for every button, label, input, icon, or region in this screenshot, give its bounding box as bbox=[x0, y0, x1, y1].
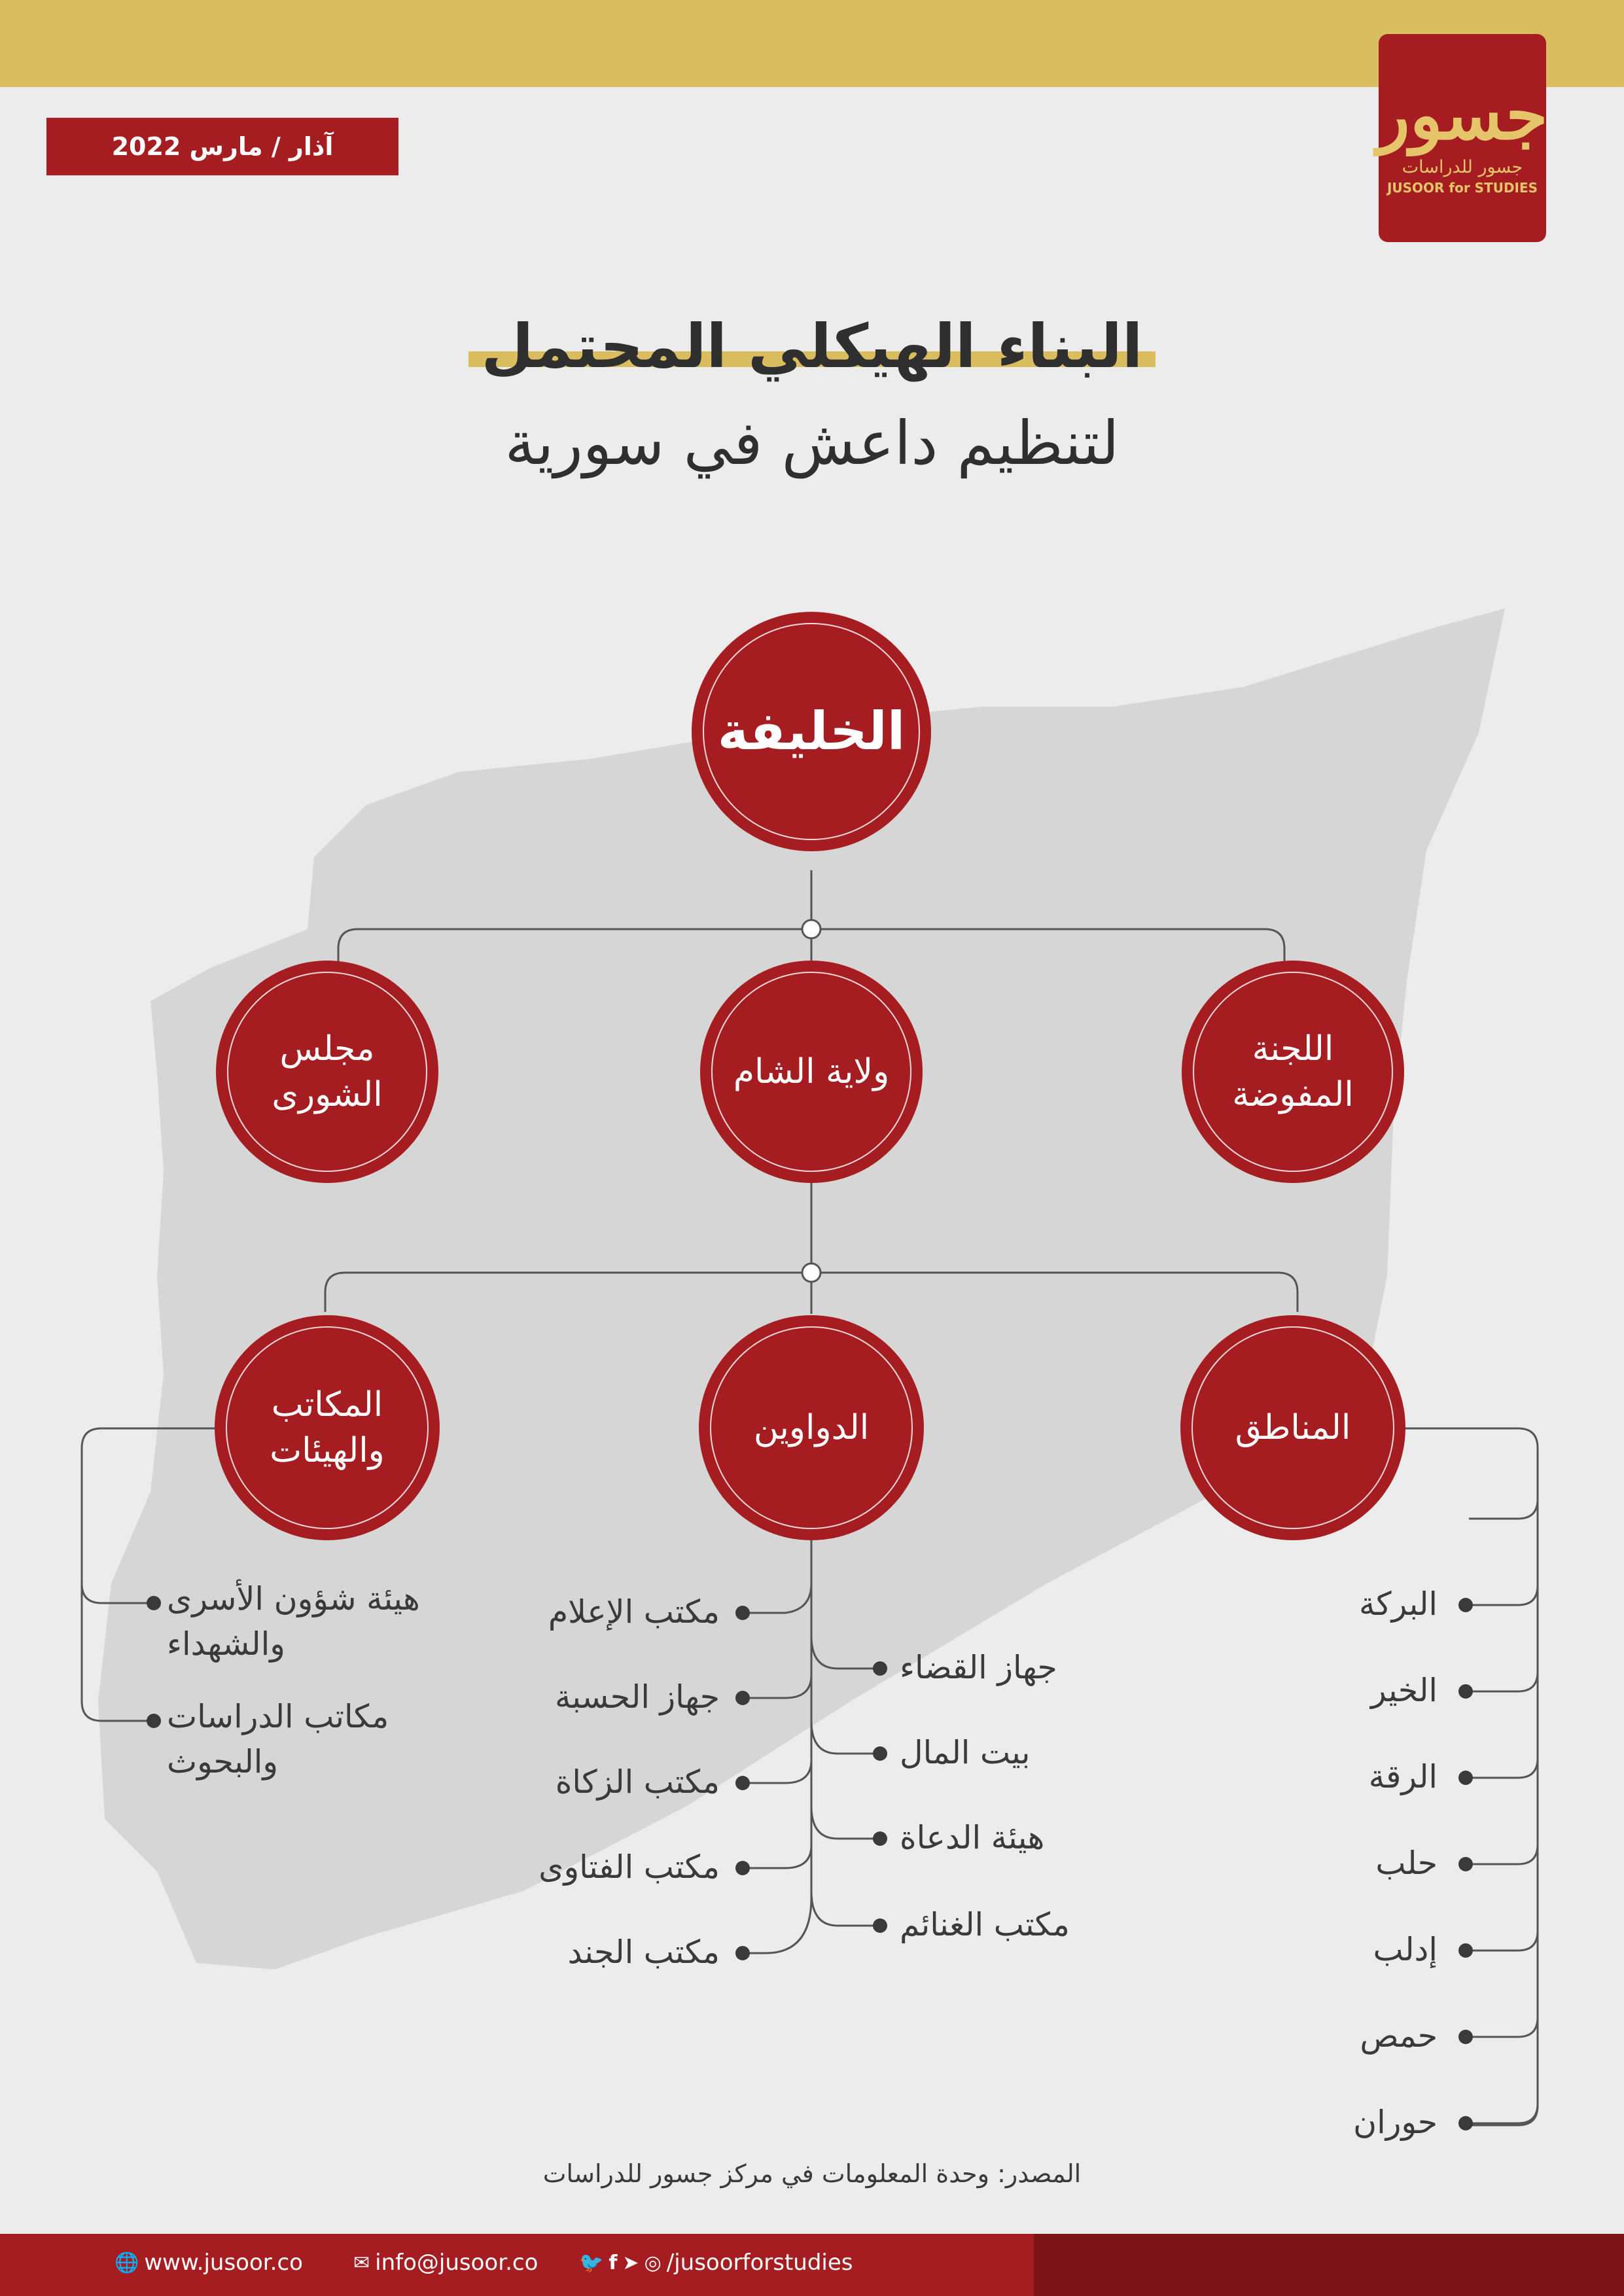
diwan-item: جهاز القضاء bbox=[900, 1649, 1057, 1686]
diwan-item: هيئة الدعاة bbox=[900, 1819, 1045, 1856]
region-item: الرقة bbox=[1368, 1758, 1438, 1795]
source-note: المصدر: وحدة المعلومات في مركز جسور للدراسات bbox=[542, 2159, 1082, 2188]
date-badge: آذار / مارس 2022 bbox=[46, 118, 398, 175]
footer-social-text: /jusoorforstudies bbox=[666, 2250, 853, 2276]
region-item: حلب bbox=[1375, 1845, 1438, 1882]
diwan-item: مكتب الإعلام bbox=[548, 1593, 720, 1631]
mail-icon: ✉ bbox=[353, 2251, 370, 2274]
node-offices-bodies: المكاتب والهيئات bbox=[270, 1385, 385, 1470]
diwan-item: مكتب الغنائم bbox=[900, 1906, 1070, 1943]
facebook-icon: f bbox=[609, 2251, 618, 2274]
footer-email-text: info@jusoor.co bbox=[375, 2250, 538, 2276]
footer-bar-dark bbox=[1034, 2234, 1624, 2296]
twitter-icon: 🐦 bbox=[579, 2251, 604, 2274]
diwan-item: بيت المال bbox=[900, 1734, 1031, 1771]
title-line1-text: البناء الهيكلي المحتمل bbox=[468, 311, 1156, 381]
node-diwans: الدواوين bbox=[753, 1407, 870, 1447]
globe-icon: 🌐 bbox=[115, 2251, 139, 2274]
logo-name-en: JUSOOR for STUDIES bbox=[1386, 179, 1538, 196]
instagram-icon: ◎ bbox=[644, 2251, 662, 2274]
logo-mark: جسور bbox=[1377, 74, 1548, 155]
office-item: مكاتب الدراسات والبحوث bbox=[167, 1698, 389, 1780]
junction-dot bbox=[802, 920, 821, 938]
diwan-item: مكتب الجند bbox=[567, 1934, 720, 1971]
footer-social[interactable] bbox=[579, 2250, 853, 2276]
telegram-icon: ➤ bbox=[622, 2251, 639, 2274]
diwan-item: مكتب الفتاوى bbox=[538, 1848, 720, 1886]
office-item: هيئة شؤون الأسرى والشهداء bbox=[167, 1580, 420, 1663]
node-regions: المناطق bbox=[1235, 1407, 1351, 1447]
node-delegated-committee: اللجنة المفوضة bbox=[1232, 1029, 1354, 1114]
region-item: إدلب bbox=[1373, 1931, 1438, 1968]
junction-dot bbox=[802, 1263, 821, 1282]
footer-website[interactable] bbox=[115, 2250, 303, 2276]
region-item: حمص bbox=[1360, 2017, 1438, 2055]
logo-name-ar: جسور للدراسات bbox=[1402, 156, 1523, 177]
footer-website-text: www.jusoor.co bbox=[144, 2250, 303, 2276]
footer-email[interactable] bbox=[353, 2250, 538, 2276]
title-line2: لتنظيم داعش في سورية bbox=[504, 408, 1120, 478]
diwan-item: مكتب الزكاة bbox=[555, 1763, 720, 1801]
region-item: الخير bbox=[1371, 1672, 1438, 1709]
region-item: البركة bbox=[1359, 1585, 1438, 1623]
node-caliph: الخليفة bbox=[717, 701, 906, 762]
node-wilayat-al-sham: ولاية الشام bbox=[733, 1051, 890, 1091]
node-shura-council: مجلس الشورى bbox=[272, 1029, 383, 1114]
diwan-item: جهاز الحسبة bbox=[555, 1678, 720, 1716]
region-item: حوران bbox=[1353, 2104, 1438, 2141]
